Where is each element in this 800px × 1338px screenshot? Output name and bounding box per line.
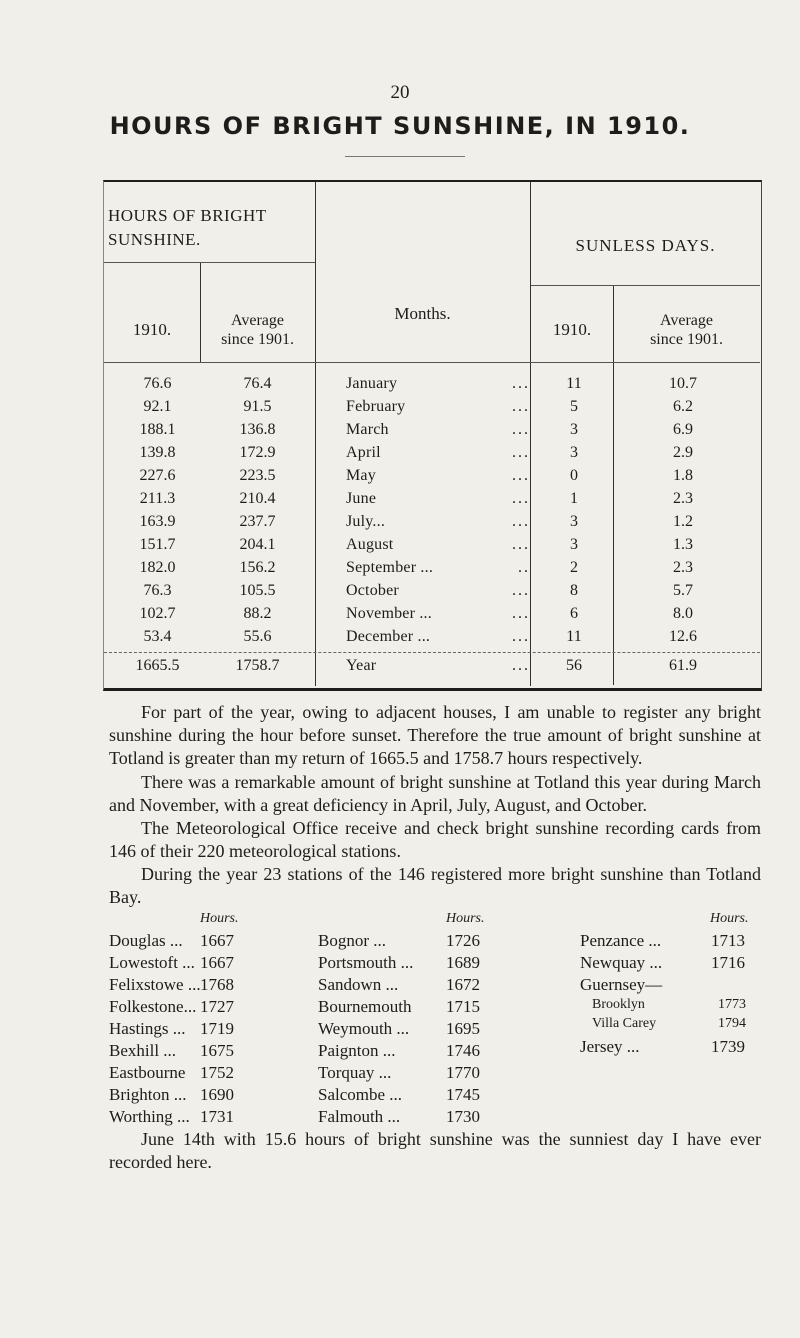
station-hours: 1730 [446, 1107, 480, 1126]
table-row-cell-leader: ... [512, 467, 530, 484]
title-rule [345, 156, 465, 157]
station-name: Bournemouth [318, 997, 412, 1016]
station-name: Sandown ... [318, 975, 399, 994]
table-hline-header [104, 362, 760, 363]
station-hours: 1667 [200, 931, 234, 950]
table-total-row-cell-month: Year [346, 657, 377, 674]
table-row-cell-month: January [346, 375, 398, 392]
station-hours: 1675 [200, 1041, 234, 1060]
station-name: Bexhill ... [109, 1041, 177, 1060]
table-row-cell-sunshine-1910: 76.6 [143, 375, 172, 392]
table-row-cell-sunless-average: 6.2 [673, 398, 693, 415]
table-row-cell-sunless-average: 10.7 [669, 375, 697, 392]
hours-label-col1: Hours. [200, 911, 239, 926]
table-row-cell-sunshine-1910: 211.3 [139, 490, 176, 507]
subheader-average-line1: Average [231, 312, 284, 329]
subheader-sunless-average-line1: Average [660, 312, 713, 329]
table-row-cell-month: March [346, 421, 389, 438]
table-hline-total [104, 652, 760, 653]
table-row-cell-sunshine-average: 55.6 [243, 628, 272, 645]
station-hours: 1727 [200, 997, 234, 1016]
table-row-cell-sunshine-1910: 188.1 [139, 421, 176, 438]
header-hours-of-bright-sunshine: HOURS OF BRIGHT SUNSHINE. [108, 206, 267, 249]
table-row-cell-sunshine-average: 223.5 [239, 467, 276, 484]
table-total-row-cell-sunless-1910: 56 [566, 657, 582, 674]
table-row-cell-month: August [346, 536, 394, 553]
station-name: Brighton ... [109, 1085, 187, 1104]
table-row-cell-sunless-average: 1.2 [673, 513, 693, 530]
table-row-cell-sunless-1910: 3 [570, 444, 578, 461]
table-row-cell-sunless-average: 12.6 [669, 628, 697, 645]
table-row-cell-leader: ... [512, 605, 530, 622]
table-row-cell-leader: ... [512, 628, 530, 645]
station-name: Eastbourne [109, 1063, 186, 1082]
header-sunless-days: SUNLESS DAYS. [575, 236, 716, 255]
table-total-row-cell-sunshine-1910: 1665.5 [135, 657, 180, 674]
station-brooklyn: Brooklyn [592, 997, 645, 1012]
station-newquay: Newquay ... [580, 953, 663, 972]
paragraph-stations-count [109, 863, 761, 909]
station-name: Salcombe ... [318, 1085, 403, 1104]
table-total-row-cell-sunless-average: 61.9 [669, 657, 697, 674]
table-row-cell-sunshine-average: 172.9 [239, 444, 276, 461]
table-row-cell-sunless-1910: 0 [570, 467, 578, 484]
station-penzance-hours: 1713 [711, 931, 745, 950]
paragraph-meteorological-office-text: The Meteorological Office receive and check bright sunshine recording cards from 146 of their 220 meteorological stations. [109, 818, 761, 861]
subheader-sunless-1910: 1910. [552, 320, 592, 339]
station-name: Folkestone... [109, 997, 197, 1016]
page-number: 20 [390, 82, 410, 103]
table-vline-months-left [315, 182, 316, 686]
table-row-cell-sunless-average: 2.3 [673, 490, 693, 507]
table-row-cell-leader: ... [512, 444, 530, 461]
table-row-cell-sunshine-1910: 102.7 [139, 605, 176, 622]
station-jersey-hours: 1739 [711, 1037, 745, 1056]
station-hours: 1745 [446, 1085, 480, 1104]
table-row-cell-sunless-average: 6.9 [673, 421, 693, 438]
table-hline-right-sub [531, 285, 760, 286]
table-row-cell-sunshine-1910: 53.4 [143, 628, 172, 645]
station-name: Felixstowe ... [109, 975, 201, 994]
table-row-cell-sunless-average: 2.3 [673, 559, 693, 576]
table-row-cell-leader: ... [512, 421, 530, 438]
table-row-cell-leader: ... [512, 490, 530, 507]
station-hours: 1689 [446, 953, 480, 972]
table-row-cell-sunshine-average: 136.8 [239, 421, 276, 438]
station-villa-carey-hours: 1794 [718, 1016, 746, 1031]
table-row-cell-sunshine-1910: 92.1 [143, 398, 172, 415]
station-hours: 1695 [446, 1019, 480, 1038]
paragraph-meteorological-office [109, 817, 761, 863]
table-row-cell-sunless-1910: 6 [570, 605, 578, 622]
table-row-cell-leader: ... [512, 398, 530, 415]
subheader-sunshine-1910: 1910. [132, 320, 172, 339]
table-row-cell-sunshine-average: 210.4 [239, 490, 276, 507]
table-row-cell-month: April [346, 444, 381, 461]
table-row-cell-sunless-average: 1.3 [673, 536, 693, 553]
station-brooklyn-hours: 1773 [718, 997, 746, 1012]
table-row-cell-sunshine-1910: 139.8 [139, 444, 176, 461]
station-hours: 1690 [200, 1085, 234, 1104]
table-row-cell-sunless-average: 8.0 [673, 605, 693, 622]
table-row-cell-leader: ... [512, 536, 530, 553]
subheader-sunless-average-line2: since 1901. [650, 331, 723, 348]
table-row-cell-sunless-average: 1.8 [673, 467, 693, 484]
table-row-cell-sunshine-1910: 76.3 [143, 582, 172, 599]
table-row-cell-sunshine-average: 91.5 [243, 398, 272, 415]
table-row-cell-month: November ... [346, 605, 432, 622]
subheader-average-line2: since 1901. [221, 331, 294, 348]
table-row-cell-leader: ... [512, 582, 530, 599]
station-hours: 1719 [200, 1019, 234, 1038]
table-hline-left-sub [104, 262, 315, 263]
table-row-cell-month: September ... [346, 559, 434, 576]
header-months: Months. [394, 304, 451, 323]
table-row-cell-month: December ... [346, 628, 431, 645]
page-title: HOURS OF BRIGHT SUNSHINE, IN 1910. [109, 112, 691, 140]
table-row-cell-sunshine-average: 156.2 [239, 559, 276, 576]
table-row-cell-sunless-1910: 8 [570, 582, 578, 599]
table-row-cell-leader: .. [518, 559, 530, 576]
station-hours: 1768 [200, 975, 234, 994]
table-row-cell-month: February [346, 398, 406, 415]
station-hours: 1746 [446, 1041, 480, 1060]
table-row-cell-sunless-average: 2.9 [673, 444, 693, 461]
station-name: Worthing ... [109, 1107, 190, 1126]
table-row-cell-sunless-1910: 3 [570, 513, 578, 530]
station-newquay-hours: 1716 [711, 953, 745, 972]
table-row-cell-sunshine-average: 105.5 [239, 582, 276, 599]
table-row-cell-sunshine-average: 76.4 [243, 375, 272, 392]
table-row-cell-sunshine-1910: 163.9 [139, 513, 176, 530]
paragraph-remarkable-amount [109, 771, 761, 817]
table-row-cell-sunless-1910: 3 [570, 421, 578, 438]
station-name: Hastings ... [109, 1019, 186, 1038]
hours-label-col3: Hours. [710, 911, 749, 926]
table-row-cell-sunless-1910: 2 [570, 559, 578, 576]
table-row-cell-sunshine-average: 88.2 [243, 605, 272, 622]
paragraph-stations-count-text: During the year 23 stations of the 146 registered more bright sunshine than Totland Bay. [109, 864, 761, 907]
table-row-cell-sunless-1910: 5 [570, 398, 578, 415]
station-hours: 1752 [200, 1063, 234, 1082]
paragraph-remarkable-amount-text: There was a remarkable amount of bright sunshine at Totland this year during March and November, with a great deficiency in April, July, August, and October. [109, 772, 761, 815]
paragraph-adjacent-houses [109, 701, 761, 770]
station-hours: 1770 [446, 1063, 480, 1082]
station-name: Portsmouth ... [318, 953, 414, 972]
paragraph-sunniest-day-text: June 14th with 15.6 hours of bright sunshine was the sunniest day I have ever recorded here. [109, 1129, 761, 1172]
table-row-cell-sunless-1910: 1 [570, 490, 578, 507]
table-row-cell-sunless-average: 5.7 [673, 582, 693, 599]
station-guernsey: Guernsey— [580, 975, 663, 994]
table-row-cell-sunless-1910: 3 [570, 536, 578, 553]
station-name: Bognor ... [318, 931, 386, 950]
table-row-cell-month: July... [346, 513, 386, 530]
station-name: Paignton ... [318, 1041, 396, 1060]
subheader-sunless-average [613, 311, 760, 349]
table-row-cell-month: May [346, 467, 376, 484]
table-row-cell-month: June [346, 490, 377, 507]
table-total-row-cell-leader: ... [512, 657, 530, 674]
table-row-cell-month: October [346, 582, 399, 599]
station-villa-carey: Villa Carey [592, 1016, 657, 1031]
paragraph-sunniest-day [109, 1128, 761, 1174]
table-row-cell-sunless-1910: 11 [566, 628, 582, 645]
station-name: Torquay ... [318, 1063, 392, 1082]
hours-label-col2: Hours. [446, 911, 485, 926]
table-row-cell-sunshine-average: 237.7 [239, 513, 276, 530]
station-hours: 1726 [446, 931, 480, 950]
station-name: Lowestoft ... [109, 953, 195, 972]
table-row-cell-sunshine-1910: 227.6 [139, 467, 176, 484]
table-row-cell-sunshine-1910: 151.7 [139, 536, 176, 553]
paragraph-adjacent-houses-text: For part of the year, owing to adjacent houses, I am unable to register any bright sunshine during the hour before sunset. Therefore the true amount of bright sunshine at Totland is greater than my return of 1665.5 and 1758.7 hours respectively. [109, 702, 761, 768]
station-hours: 1667 [200, 953, 234, 972]
station-hours: 1731 [200, 1107, 234, 1126]
table-row-cell-sunless-1910: 11 [566, 375, 582, 392]
subheader-sunshine-average [200, 311, 315, 349]
station-jersey: Jersey ... [580, 1037, 640, 1056]
station-name: Douglas ... [109, 931, 183, 950]
station-name: Falmouth ... [318, 1107, 401, 1126]
table-row-cell-leader: ... [512, 375, 530, 392]
table-row-cell-sunshine-1910: 182.0 [139, 559, 176, 576]
table-row-cell-sunshine-average: 204.1 [239, 536, 276, 553]
station-hours: 1672 [446, 975, 480, 994]
station-hours: 1715 [446, 997, 480, 1016]
station-penzance: Penzance ... [580, 931, 662, 950]
table-row-cell-leader: ... [512, 513, 530, 530]
table-total-row-cell-sunshine-average: 1758.7 [235, 657, 280, 674]
station-name: Weymouth ... [318, 1019, 410, 1038]
